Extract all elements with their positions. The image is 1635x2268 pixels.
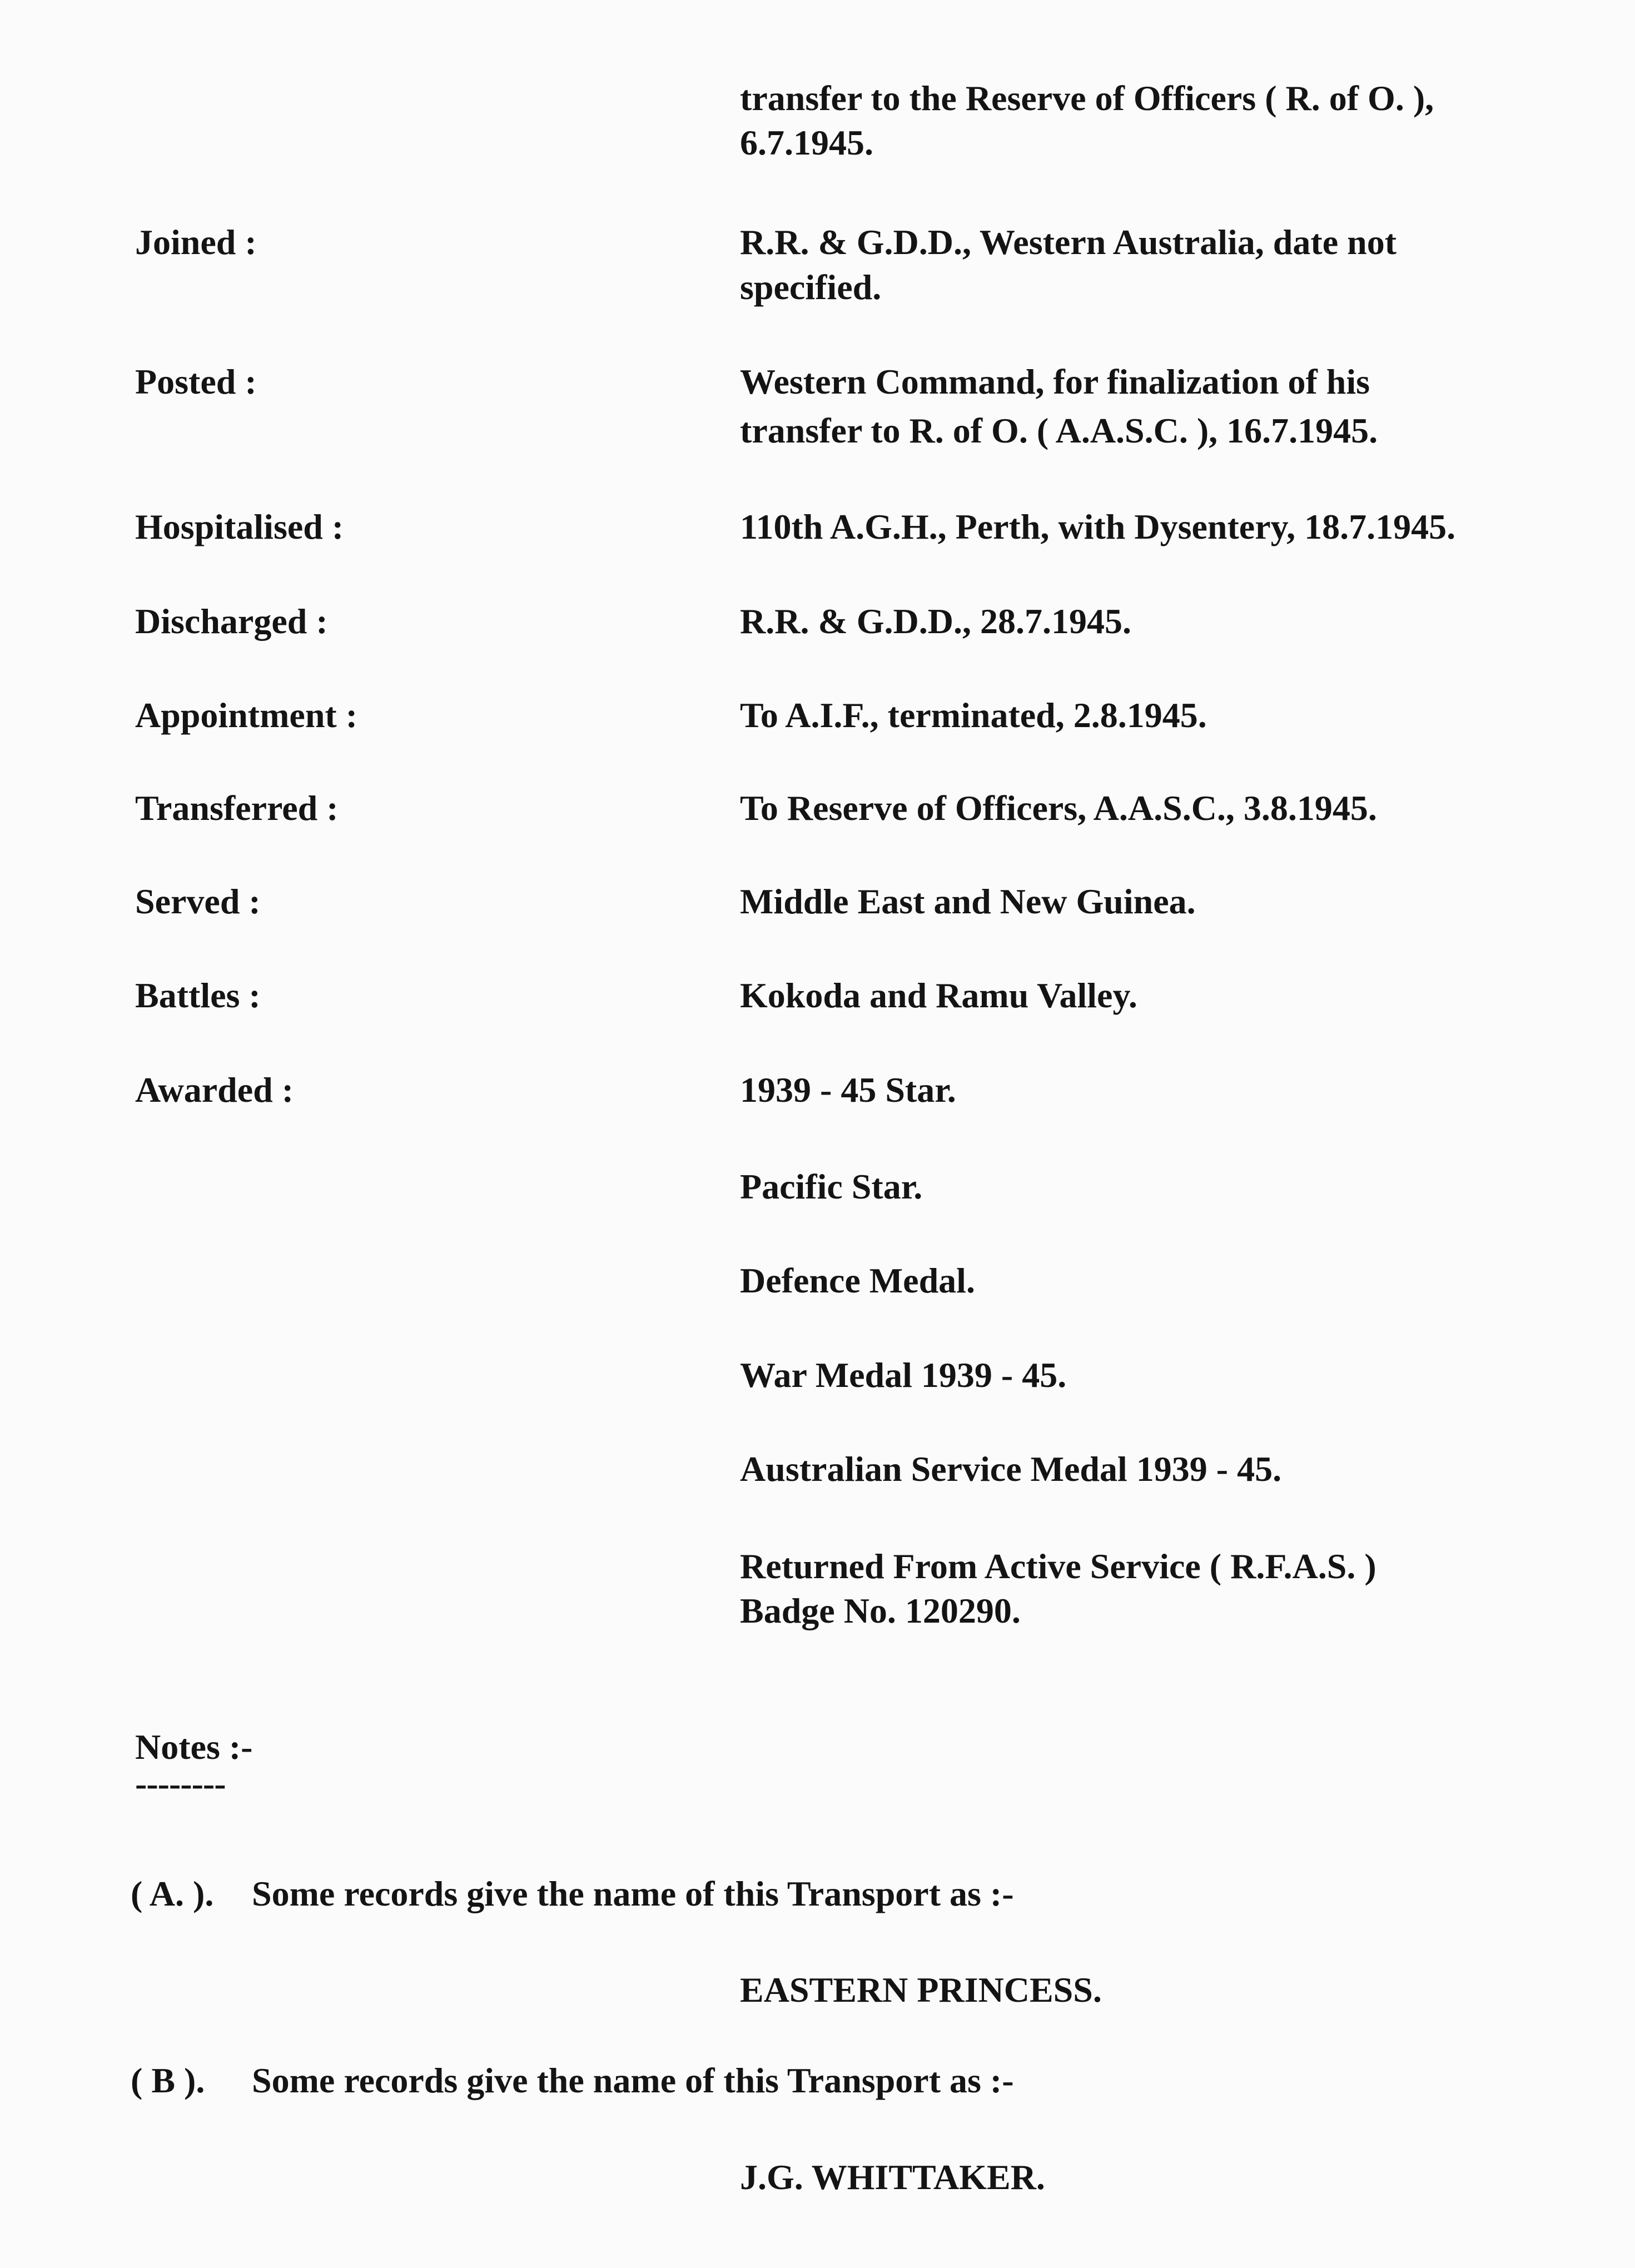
entry-label-discharged: Discharged :: [135, 601, 328, 641]
entry-label-served: Served :: [135, 882, 261, 921]
notes-heading: Notes :-: [135, 1727, 253, 1767]
entry-value-battles: Kokoda and Ramu Valley.: [740, 976, 1137, 1015]
continuation-line: transfer to the Reserve of Officers ( R. of O. ),: [740, 78, 1434, 118]
entry-value-hospitalised: 110th A.G.H., Perth, with Dysentery, 18.7.1945.: [740, 507, 1456, 546]
note-marker-a: ( A. ).: [131, 1874, 214, 1913]
entry-label-joined: Joined :: [135, 222, 257, 262]
note-text-a: Some records give the name of this Transport as :-: [252, 1874, 1014, 1913]
award-item: Australian Service Medal 1939 - 45.: [740, 1449, 1282, 1489]
entry-value-discharged: R.R. & G.D.D., 28.7.1945.: [740, 601, 1131, 641]
award-item: Returned From Active Service ( R.F.A.S. ): [740, 1546, 1376, 1586]
transport-name-a: EASTERN PRINCESS.: [740, 1970, 1102, 2010]
transport-name-b: J.G. WHITTAKER.: [740, 2157, 1045, 2197]
entry-value-joined: specified.: [740, 267, 882, 307]
entry-value-joined: R.R. & G.D.D., Western Australia, date not: [740, 222, 1397, 262]
entry-label-posted: Posted :: [135, 362, 257, 401]
award-item: War Medal 1939 - 45.: [740, 1355, 1067, 1395]
entry-label-transferred: Transferred :: [135, 788, 339, 828]
note-marker-b: ( B ).: [131, 2061, 205, 2100]
entry-value-posted: transfer to R. of O. ( A.A.S.C. ), 16.7.1945.: [740, 411, 1378, 450]
note-text-b: Some records give the name of this Transport as :-: [252, 2061, 1014, 2100]
entry-value-appointment: To A.I.F., terminated, 2.8.1945.: [740, 695, 1207, 735]
entry-value-transferred: To Reserve of Officers, A.A.S.C., 3.8.1945.: [740, 788, 1377, 828]
notes-underline: --------: [135, 1764, 226, 1803]
award-item: 1939 - 45 Star.: [740, 1070, 956, 1110]
entry-label-battles: Battles :: [135, 976, 261, 1015]
entry-value-served: Middle East and New Guinea.: [740, 882, 1196, 921]
award-item: Badge No. 120290.: [740, 1591, 1021, 1630]
award-item: Defence Medal.: [740, 1261, 975, 1300]
entry-label-appointment: Appointment :: [135, 695, 358, 735]
continuation-line: 6.7.1945.: [740, 123, 873, 162]
entry-value-posted: Western Command, for finalization of his: [740, 362, 1370, 401]
entry-label-hospitalised: Hospitalised :: [135, 507, 344, 546]
award-item: Pacific Star.: [740, 1167, 923, 1206]
entry-label-awarded: Awarded :: [135, 1070, 294, 1110]
